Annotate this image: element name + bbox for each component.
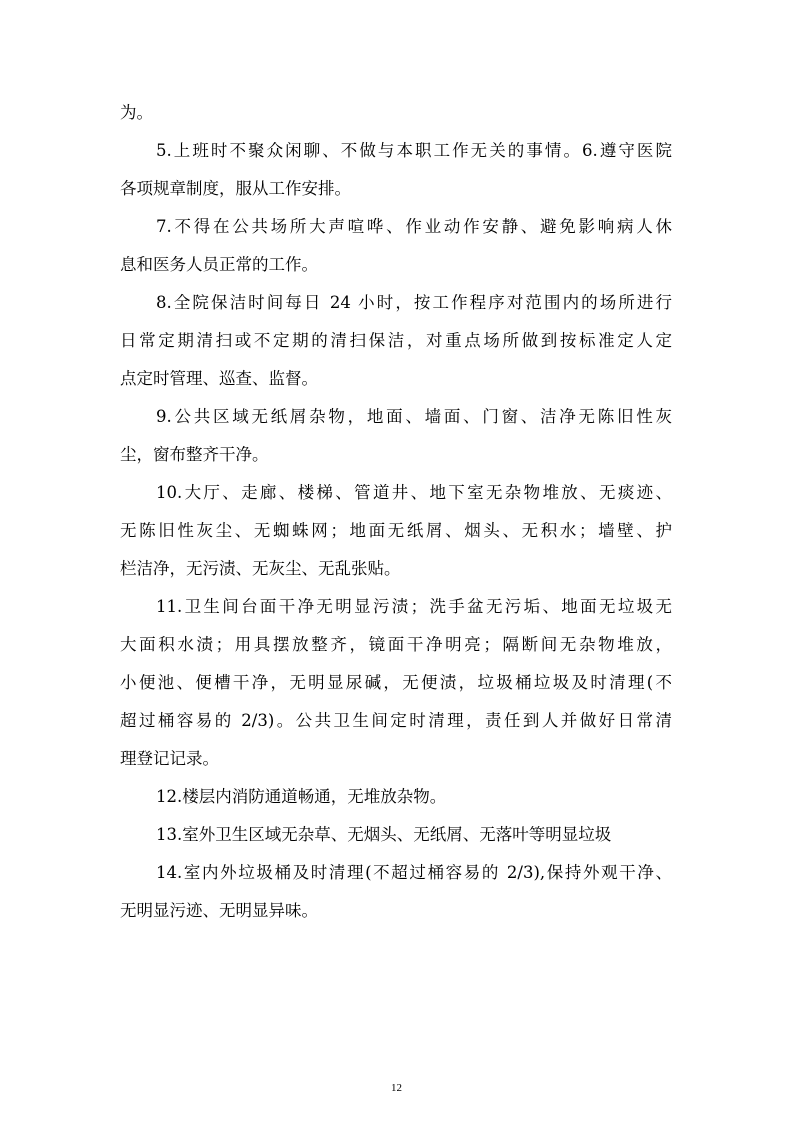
text-line: 11.卫生间台面干净无明显污渍；洗手盆无污垢、地面无垃圾无	[156, 597, 672, 616]
text-line: 14.室内外垃圾桶及时清理(不超过桶容易的 2/3),保持外观干净、	[156, 863, 672, 882]
text-line: 各项规章制度，服从工作安排。	[120, 179, 351, 198]
text-line: 8.全院保洁时间每日 24 小时，按工作程序对范围内的场所进行	[156, 293, 672, 312]
text-line: 理登记记录。	[120, 749, 219, 768]
text-line: 10.大厅、走廊、楼梯、管道井、地下室无杂物堆放、无痰迹、	[156, 483, 672, 502]
text-line: 栏洁净，无污渍、无灰尘、无乱张贴。	[120, 559, 401, 578]
text-line: 12.楼层内消防通道畅通，无堆放杂物。	[156, 787, 447, 806]
text-line: 超过桶容易的 2/3)。公共卫生间定时清理，责任到人并做好日常清	[120, 711, 672, 730]
page-number: 12	[391, 1082, 402, 1094]
text-line: 7.不得在公共场所大声喧哗、作业动作安静、避免影响病人休	[156, 217, 672, 236]
text-line: 日常定期清扫或不定期的清扫保洁，对重点场所做到按标准定人定	[120, 331, 672, 350]
text-line: 9.公共区域无纸屑杂物，地面、墙面、门窗、洁净无陈旧性灰	[156, 407, 672, 426]
text-line: 小便池、便槽干净，无明显尿碱，无便渍，垃圾桶垃圾及时清理(不	[120, 673, 672, 692]
document-body	[120, 94, 672, 930]
text-line: 5.上班时不聚众闲聊、不做与本职工作无关的事情。6.遵守医院	[156, 141, 672, 160]
text-line: 息和医务人员正常的工作。	[120, 255, 318, 274]
text-line: 尘，窗布整齐干净。	[120, 445, 269, 464]
text-line: 点定时管理、巡查、监督。	[120, 369, 318, 388]
text-line: 为。	[120, 103, 153, 122]
text-line: 13.室外卫生区域无杂草、无烟头、无纸屑、无落叶等明显垃圾	[156, 825, 612, 844]
text-line: 无陈旧性灰尘、无蜘蛛网；地面无纸屑、烟头、无积水；墙壁、护	[120, 521, 672, 540]
text-line: 大面积水渍；用具摆放整齐，镜面干净明亮；隔断间无杂物堆放，	[120, 635, 672, 654]
text-line: 无明显污迹、无明显异味。	[120, 901, 318, 920]
